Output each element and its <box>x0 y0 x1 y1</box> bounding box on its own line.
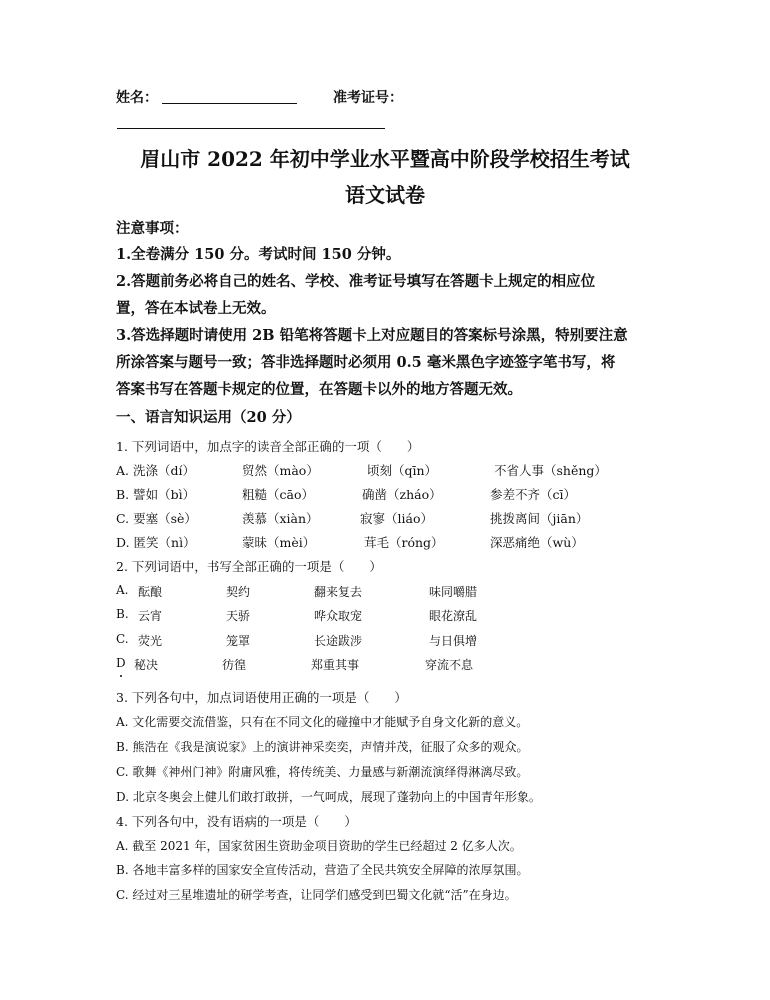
q2-c-item-2: 笼罩 <box>226 634 251 648</box>
notice-item: 3.答选择题时请使用 2B 铅笔将答题卡上对应题目的答案标号涂黑，特别要注意 <box>116 327 628 344</box>
header-underline <box>117 128 385 129</box>
q2-d-item-4: 穿流不息 <box>425 658 474 672</box>
q1-c-item-3: 寂寥（liáo） <box>360 511 433 526</box>
q4-option-c: C. 经过对三星堆遗址的研学考查，让同学们感受到巴蜀文化就“活”在身边。 <box>116 888 517 902</box>
section-heading: 一、语言知识运用（20 分） <box>116 409 301 426</box>
q2-d-label: D <box>116 656 126 670</box>
q3-option-d: D. 北京冬奥会上健儿们敢打敢拼，一气呵成，展现了蓬勃向上的中国青年形象。 <box>116 790 541 804</box>
q2-b-item-2: 天骄 <box>226 609 251 623</box>
q2-b-label: B. <box>116 607 129 621</box>
q2-d-item-1: 秘决 <box>134 658 159 672</box>
exam-title: 眉山市 2022 年初中学业水平暨高中阶段学校招生考试 <box>140 147 630 171</box>
name-underline <box>162 103 297 104</box>
q3-option-a: A. 文化需要交流借鉴，只有在不同文化的碰撞中才能赋予自身文化新的意义。 <box>116 715 529 729</box>
exam-subtitle: 语文试卷 <box>345 183 425 207</box>
question-4-stem: 4. 下列各句中，没有语病的一项是（ ） <box>116 814 357 829</box>
q1-a-item-3: 顷刻（qīn） <box>367 463 438 478</box>
exam-id-label: 准考证号： <box>333 90 403 106</box>
emphasis-dot <box>120 675 122 677</box>
q2-a-item-3: 翻来复去 <box>314 585 363 599</box>
q1-d-item-2: 蒙昧（mèi） <box>242 535 316 550</box>
notice-item: 所涂答案与题号一致；答非选择题时必须用 0.5 毫米黑色字迹签字笔书写，将 <box>116 354 616 371</box>
q2-a-item-2: 契约 <box>226 585 251 599</box>
q1-b-item-4: 参差不齐（cī） <box>490 487 576 502</box>
name-label: 姓名： <box>116 90 158 106</box>
q1-c-item-4: 挑拨离间（jiān） <box>490 511 589 526</box>
q2-c-item-3: 长途跋涉 <box>314 634 363 648</box>
question-2-stem: 2. 下列词语中，书写全部正确的一项是（ ） <box>116 559 382 574</box>
q1-b-item-2: 粗糙（cāo） <box>242 487 314 502</box>
q1-d-item-3: 茸毛（róng） <box>364 535 444 550</box>
q2-a-label: A. <box>116 583 129 597</box>
notice-item: 答案书写在答题卡规定的位置，在答题卡以外的地方答题无效。 <box>116 381 522 398</box>
q1-b-item-1: B. 譬如（bì） <box>116 487 196 502</box>
question-3-stem: 3. 下列各句中，加点词语使用正确的一项是（ ） <box>116 690 407 705</box>
q1-a-item-1: A. 洗涤（dí） <box>116 463 195 478</box>
q2-b-item-1: 云宵 <box>138 609 163 623</box>
q2-c-label: C. <box>116 632 129 646</box>
q4-option-a: A. 截至 2021 年，国家贫困生资助金项目资助的学生已经超过 2 亿多人次。 <box>116 839 522 853</box>
notice-item: 1.全卷满分 150 分。考试时间 150 分钟。 <box>116 246 401 263</box>
q1-d-item-4: 深恶痛绝（wù） <box>490 535 584 550</box>
q1-d-item-1: D. 匿笑（nì） <box>116 535 196 550</box>
notice-heading: 注意事项： <box>116 220 189 237</box>
notice-item: 置，答在本试卷上无效。 <box>116 300 276 317</box>
q2-a-item-1: 酝酿 <box>138 585 163 599</box>
q2-c-item-1: 荧光 <box>138 634 163 648</box>
q2-a-item-4: 味同嚼腊 <box>429 585 478 599</box>
q1-c-item-2: 羡慕（xiàn） <box>242 511 319 526</box>
q2-d-item-2: 彷徨 <box>222 658 247 672</box>
question-1-stem: 1. 下列词语中，加点字的读音全部正确的一项（ ） <box>116 439 420 454</box>
q1-c-item-1: C. 要塞（sè） <box>116 511 197 526</box>
notice-item: 2.答题前务必将自己的姓名、学校、准考证号填写在答题卡上规定的相应位 <box>116 273 596 290</box>
q1-a-item-4: 不省人事（shěng） <box>494 463 607 478</box>
q2-b-item-3: 哗众取宠 <box>314 609 363 623</box>
q1-b-item-3: 确凿（zháo） <box>362 487 442 502</box>
q2-b-item-4: 眼花潦乱 <box>429 609 478 623</box>
q1-a-item-2: 贸然（mào） <box>242 463 319 478</box>
q3-option-c: C. 歌舞《神州门神》附庸风雅，将传统美、力量感与新潮流演绎得淋漓尽致。 <box>116 765 529 779</box>
q3-option-b: B. 熊浩在《我是演说家》上的演讲神采奕奕，声情并茂，征服了众多的观众。 <box>116 740 529 754</box>
q2-d-item-3: 郑重其事 <box>311 658 360 672</box>
q4-option-b: B. 各地丰富多样的国家安全宣传活动，营造了全民共筑安全屏障的浓厚氛围。 <box>116 863 529 877</box>
q2-c-item-4: 与日俱增 <box>429 634 478 648</box>
